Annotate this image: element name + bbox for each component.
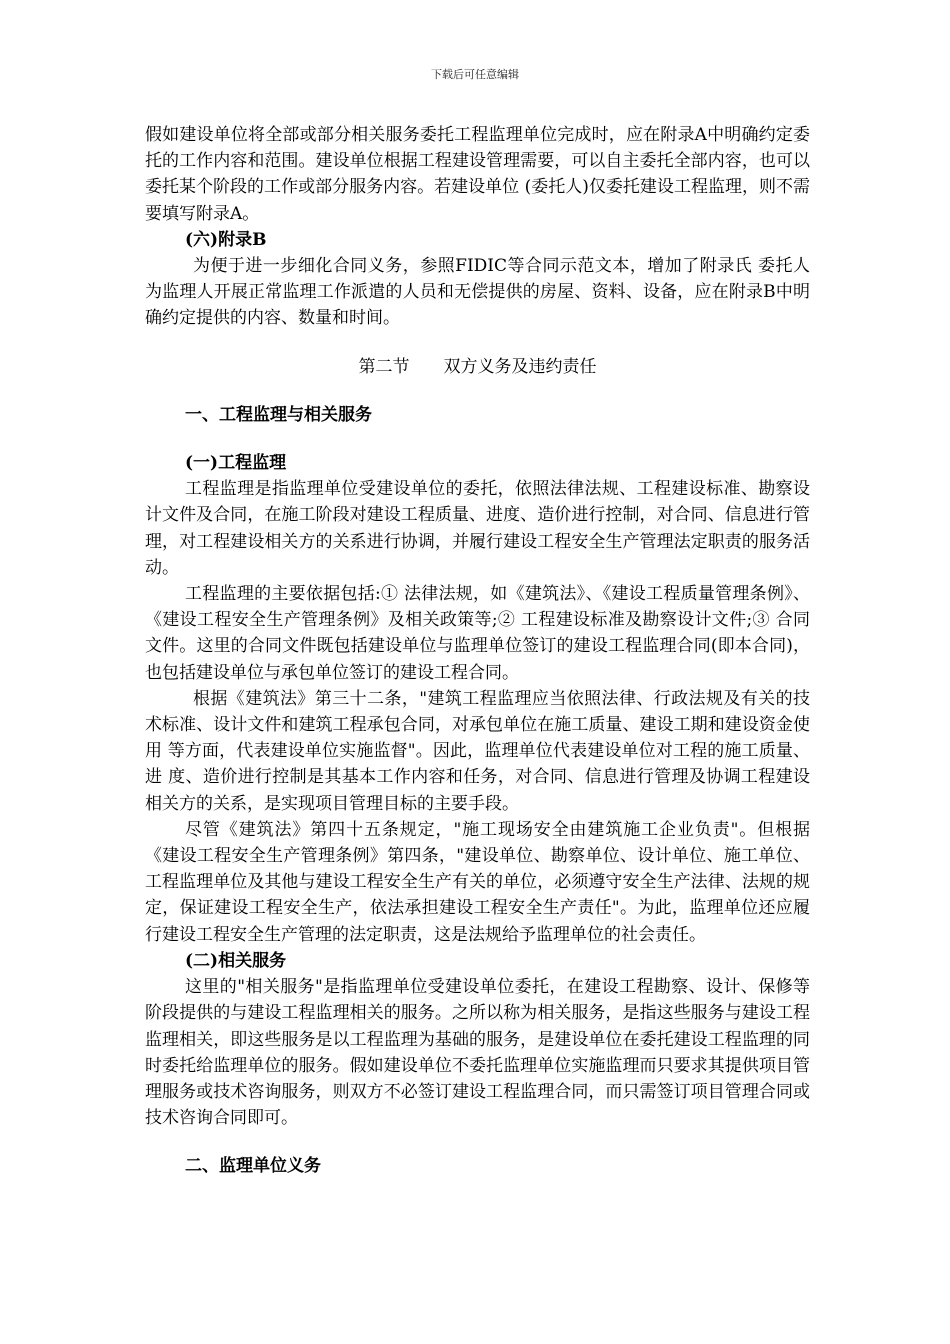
paragraph-article-32: 根据《建筑法》第三十二条，"建筑工程监理应当依照法律、行政法规及有关的技术标准、设计文件和建筑工程承包合同，对承包单位在施工质量、建设工期和建设资金使用 等方面，代表建设单位实施监督"。因此，监理单位代表建设单位对工程的施工质量、进 度、造价进行控制是其基本工作内容和任务，对合同、信息进行管理及协调工程建设相关方的关系，是实现项目管理目标的主要手段。: [145, 688, 810, 814]
paragraph-article-45: 尽管《建筑法》第四十五条规定，"施工现场安全由建筑施工企业负责"。但根据《建设工程安全生产管理条例》第四条，"建设单位、勘察单位、设计单位、施工单位、工程监理单位及其他与建设工程安全生产有关的单位，必须遵守安全生产法律、法规的规定，保证建设工程安全生产，依法承担建设工程安全生产责任"。为此，监理单位还应履行建设工程安全生产管理的法定职责，这是法规给予监理单位的社会责任。: [145, 819, 810, 945]
heading-part-1: 一、工程监理与相关服务: [185, 404, 372, 425]
paragraph-appendix-b: 为便于进一步细化合同义务，参照FIDIC等合同示范文本，增加了附录氏 委托人为监理人开展正常监理工作派遣的人员和无偿提供的房屋、资料、设备，应在附录B中明确约定提供的内容、数量和时间。: [145, 256, 810, 329]
heading-appendix-b: (六)附录B: [185, 229, 267, 250]
heading-sub-1: (一)工程监理: [185, 453, 287, 474]
paragraph-definition: 工程监理是指监理单位受建设单位的委托，依照法律法规、工程建设标准、勘察设计文件及合同，在施工阶段对建设工程质量、进度、造价进行控制，对合同、信息进行管理，对工程建设相关方的关系进行协调，并履行建设工程安全生产管理法定职责的服务活动。: [145, 479, 810, 578]
heading-part-2: 二、监理单位义务: [185, 1156, 321, 1177]
paragraph-related-services: 这里的"相关服务"是指监理单位受建设单位委托，在建设工程勘察、设计、保修等阶段提供的与建设工程监理相关的服务。之所以称为相关服务，是指这些服务与建设工程监理相关，即这些服务是以工程监理为基础的服务，是建设单位在委托建设工程监理的同时委托给监理单位的服务。假如建设单位不委托监理单位实施监理而只要求其提供项目管理服务或技术咨询服务，则双方不必签订建设工程监理合同，而只需签订项目管理合同或技术咨询合同即可。: [145, 977, 810, 1129]
document-body: [145, 122, 810, 1180]
paragraph-appendix-a: 假如建设单位将全部或部分相关服务委托工程监理单位完成时，应在附录A中明确约定委托的工作内容和范围。建设单位根据工程建设管理需要，可以自主委托全部内容，也可以委托某个阶段的工作或部分服务内容。若建设单位 (委托人)仅委托建设工程监理，则不需要填写附录A。: [145, 125, 810, 224]
heading-sub-2: (二)相关服务: [185, 950, 287, 971]
paragraph-basis: 工程监理的主要依据包括:① 法律法规，如《建筑法》、《建设工程质量管理条例》、《建设工程安全生产管理条例》及相关政策等;② 工程建设标准及勘察设计文件;③ 合同文件。这里的合同文件既包括建设单位与监理单位签订的建设工程监理合同(即本合同)，也包括建设单位与承包单位签订的建设工程合同。: [145, 584, 810, 683]
header-note: 下载后可任意编辑: [431, 68, 519, 81]
section-title: 第二节 双方义务及违约责任: [358, 356, 597, 377]
